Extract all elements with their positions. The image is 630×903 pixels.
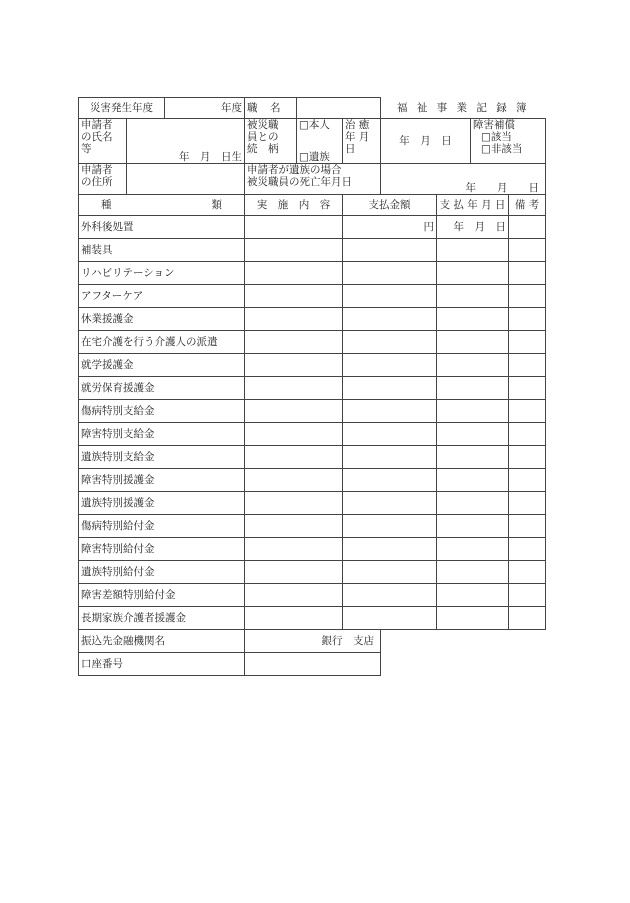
item-label: 在宅介護を行う介護人の派遣	[79, 331, 245, 354]
type-header: 種 類	[79, 195, 245, 216]
item-row	[79, 285, 546, 308]
account-number-label: 口座番号	[79, 653, 245, 676]
item-row	[79, 446, 546, 469]
content-header: 実 施 内 容	[245, 195, 343, 216]
amount-cell[interactable]	[343, 492, 437, 515]
remarks-cell[interactable]	[509, 285, 546, 308]
cure-date-label: 治 癒 年 月 日	[343, 119, 381, 164]
remarks-cell[interactable]	[509, 308, 546, 331]
amount-cell[interactable]	[343, 561, 437, 584]
pay-date-cell[interactable]	[437, 308, 509, 331]
amount-cell[interactable]	[343, 515, 437, 538]
bank-institution-label: 振込先金融機関名	[79, 630, 245, 653]
pay-date-cell[interactable]	[437, 377, 509, 400]
death-date-field[interactable]: 年 月 日	[381, 164, 546, 195]
column-header-row	[79, 195, 546, 216]
pay-date-cell[interactable]	[437, 285, 509, 308]
pay-date-cell[interactable]	[437, 561, 509, 584]
content-cell[interactable]	[245, 515, 343, 538]
item-row	[79, 400, 546, 423]
content-cell[interactable]	[245, 285, 343, 308]
item-label: 遺族特別援護金	[79, 492, 245, 515]
address-label: 申請者 の住所	[79, 164, 127, 195]
item-row	[79, 561, 546, 584]
content-cell[interactable]	[245, 377, 343, 400]
remarks-cell[interactable]	[509, 354, 546, 377]
content-cell[interactable]	[245, 538, 343, 561]
item-label: 外科後処置	[79, 216, 245, 239]
job-field[interactable]	[297, 98, 381, 119]
content-cell[interactable]	[245, 354, 343, 377]
remarks-cell[interactable]	[509, 469, 546, 492]
content-cell[interactable]	[245, 561, 343, 584]
applicant-name-label: 申請者 の氏名 等	[79, 119, 127, 164]
pay-date-cell[interactable]	[437, 331, 509, 354]
amount-cell[interactable]	[343, 308, 437, 331]
remarks-cell[interactable]	[509, 446, 546, 469]
pay-date-cell[interactable]	[437, 584, 509, 607]
pay-date-cell[interactable]	[437, 492, 509, 515]
item-row	[79, 469, 546, 492]
remarks-cell[interactable]	[509, 515, 546, 538]
item-row	[79, 515, 546, 538]
content-cell[interactable]	[245, 584, 343, 607]
applicant-name-row	[79, 119, 546, 164]
item-row	[79, 607, 546, 630]
item-row	[79, 354, 546, 377]
amount-cell[interactable]	[343, 262, 437, 285]
disability-label: 障害補償	[473, 119, 515, 131]
address-field[interactable]	[127, 164, 245, 195]
item-row	[79, 423, 546, 446]
remarks-cell[interactable]	[509, 377, 546, 400]
content-cell[interactable]	[245, 400, 343, 423]
death-date-label: 申請者が遺族の場合 被災職員の死亡年月日	[245, 164, 381, 195]
page-title: 福 祉 事 業 記 録 簿	[397, 101, 530, 114]
pay-date-cell[interactable]	[437, 262, 509, 285]
pay-date-cell[interactable]	[437, 607, 509, 630]
amount-cell[interactable]	[343, 538, 437, 561]
remarks-cell[interactable]	[509, 584, 546, 607]
job-label: 職 名	[245, 98, 297, 119]
item-row	[79, 584, 546, 607]
content-cell[interactable]	[245, 308, 343, 331]
amount-cell[interactable]	[343, 239, 437, 262]
remarks-cell[interactable]	[509, 216, 546, 239]
amount-cell[interactable]	[343, 469, 437, 492]
remarks-cell[interactable]	[509, 262, 546, 285]
pay-date-cell[interactable]	[437, 469, 509, 492]
item-label: 障害差額特別給付金	[79, 584, 245, 607]
item-label: 就労保育援護金	[79, 377, 245, 400]
item-label: 障害特別支給金	[79, 423, 245, 446]
item-row	[79, 216, 546, 239]
amount-cell[interactable]	[343, 584, 437, 607]
fiscal-year-field[interactable]: 年度	[165, 98, 245, 119]
fiscal-year-label: 災害発生年度	[79, 98, 165, 119]
amount-cell[interactable]	[343, 377, 437, 400]
content-cell[interactable]	[245, 216, 343, 239]
amount-cell[interactable]	[343, 607, 437, 630]
item-row	[79, 239, 546, 262]
amount-header: 支払金額	[343, 195, 437, 216]
amount-cell[interactable]	[343, 285, 437, 308]
item-row	[79, 262, 546, 285]
relation-options	[297, 119, 343, 164]
bank-row	[79, 630, 546, 653]
amount-cell[interactable]	[343, 354, 437, 377]
pay-date-cell[interactable]	[437, 423, 509, 446]
amount-cell[interactable]	[343, 423, 437, 446]
content-cell[interactable]	[245, 492, 343, 515]
welfare-record-form	[78, 97, 545, 676]
amount-cell[interactable]	[343, 331, 437, 354]
remarks-cell[interactable]	[509, 607, 546, 630]
not-applicable-checkbox[interactable]: □非該当	[481, 143, 523, 155]
item-label: 遺族特別給付金	[79, 561, 245, 584]
item-row	[79, 377, 546, 400]
pay-date-cell[interactable]	[437, 446, 509, 469]
pay-date-cell[interactable]	[437, 400, 509, 423]
remarks-cell[interactable]	[509, 239, 546, 262]
account-number-field[interactable]	[245, 653, 381, 676]
applicant-name-field[interactable]: 年 月 日生	[127, 119, 245, 164]
remarks-cell[interactable]	[509, 561, 546, 584]
item-label: 休業援護金	[79, 308, 245, 331]
pay-date-cell[interactable]	[437, 239, 509, 262]
bank-branch-field[interactable]: 銀行 支店	[245, 630, 381, 653]
item-label: 補装具	[79, 239, 245, 262]
remarks-cell[interactable]	[509, 538, 546, 561]
self-checkbox[interactable]: □本人	[299, 119, 330, 131]
disability-compensation	[471, 119, 546, 164]
record-table	[78, 97, 546, 676]
remarks-cell[interactable]	[509, 400, 546, 423]
applicable-checkbox[interactable]: □該当	[481, 131, 512, 143]
amount-cell[interactable]	[343, 446, 437, 469]
bereaved-checkbox[interactable]: □遺族	[299, 151, 330, 163]
item-row	[79, 308, 546, 331]
item-row	[79, 331, 546, 354]
item-row	[79, 492, 546, 515]
applicant-address-row	[79, 164, 546, 195]
remarks-cell[interactable]	[509, 423, 546, 446]
content-cell[interactable]	[245, 446, 343, 469]
item-row	[79, 538, 546, 561]
remarks-header: 備 考	[509, 195, 546, 216]
item-label: 長期家族介護者援護金	[79, 607, 245, 630]
remarks-cell[interactable]	[509, 331, 546, 354]
content-cell[interactable]	[245, 331, 343, 354]
remarks-cell[interactable]	[509, 492, 546, 515]
item-label: 障害特別援護金	[79, 469, 245, 492]
account-row	[79, 653, 546, 676]
pay-date-cell[interactable]	[437, 538, 509, 561]
item-label: リハビリテーション	[79, 262, 245, 285]
amount-cell[interactable]: 円	[343, 216, 437, 239]
item-label: 傷病特別支給金	[79, 400, 245, 423]
item-label: 障害特別給付金	[79, 538, 245, 561]
content-cell[interactable]	[245, 607, 343, 630]
relation-label: 被災職 員との 続 柄	[245, 119, 297, 164]
content-cell[interactable]	[245, 469, 343, 492]
item-label: 傷病特別給付金	[79, 515, 245, 538]
item-label: アフターケア	[79, 285, 245, 308]
content-cell[interactable]	[245, 262, 343, 285]
pay-date-cell[interactable]	[437, 515, 509, 538]
pay-date-header: 支 払 年 月 日	[437, 195, 509, 216]
content-cell[interactable]	[245, 423, 343, 446]
content-cell[interactable]	[245, 239, 343, 262]
cure-date-field[interactable]: 年 月 日	[381, 119, 471, 164]
pay-date-cell[interactable]: 年 月 日	[437, 216, 509, 239]
header-row	[79, 98, 546, 119]
item-label: 遺族特別支給金	[79, 446, 245, 469]
item-label: 就学援護金	[79, 354, 245, 377]
pay-date-cell[interactable]	[437, 354, 509, 377]
amount-cell[interactable]	[343, 400, 437, 423]
